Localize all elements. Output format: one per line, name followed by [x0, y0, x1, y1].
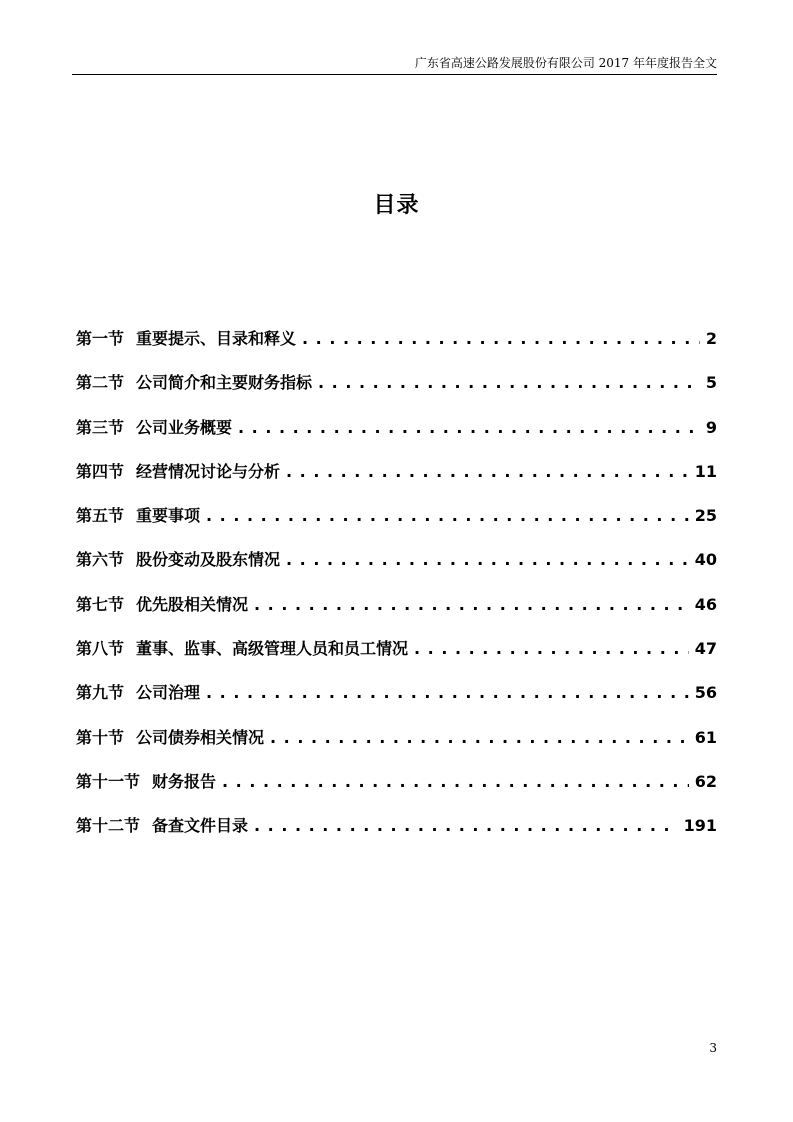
table-of-contents	[76, 326, 717, 858]
toc-section-number: 第二节	[76, 373, 125, 393]
toc-section-title: 备查文件目录	[152, 816, 249, 836]
toc-page-number: 40	[694, 550, 717, 570]
toc-entry[interactable]	[76, 592, 717, 636]
toc-section-title: 经营情况讨论与分析	[136, 461, 281, 481]
toc-section-number: 第十一节	[76, 771, 141, 791]
toc-page-number: 191	[683, 816, 717, 836]
toc-section-title: 董事、监事、高级管理人员和员工情况	[136, 639, 409, 659]
toc-section-title: 公司简介和主要财务指标	[136, 373, 313, 393]
toc-dot-leader	[302, 329, 700, 348]
toc-entry[interactable]	[76, 636, 717, 680]
toc-page-number: 5	[705, 373, 717, 393]
toc-dot-leader	[270, 728, 689, 747]
toc-page-number: 47	[694, 639, 717, 659]
toc-section-title: 重要提示、目录和释义	[136, 329, 297, 348]
toc-entry[interactable]	[76, 370, 717, 414]
toc-entry[interactable]	[76, 680, 717, 724]
page-title: 目录	[373, 193, 420, 218]
toc-entry[interactable]	[76, 769, 717, 813]
header-text: 广东省高速公路发展股份有限公司 2017 年年度报告全文	[414, 56, 717, 70]
toc-entry[interactable]	[76, 415, 717, 459]
toc-section-number: 第四节	[76, 461, 125, 481]
toc-section-title: 财务报告	[152, 771, 217, 791]
toc-dot-leader	[254, 595, 689, 614]
toc-entry[interactable]	[76, 725, 717, 769]
toc-entry[interactable]	[76, 547, 717, 591]
toc-page-number: 11	[694, 461, 717, 481]
toc-dot-leader	[414, 639, 689, 658]
toc-dot-leader	[238, 418, 700, 437]
toc-section-number: 第十节	[76, 727, 125, 747]
footer-page-number: 3	[709, 1041, 717, 1055]
toc-entry[interactable]	[76, 459, 717, 503]
toc-section-number: 第六节	[76, 550, 125, 570]
toc-dot-leader	[222, 772, 689, 791]
toc-section-number: 第十二节	[76, 816, 141, 836]
toc-dot-leader	[286, 462, 689, 481]
toc-entry[interactable]	[76, 326, 717, 370]
toc-page-number: 56	[694, 683, 717, 703]
toc-section-title: 公司治理	[136, 683, 201, 703]
toc-section-number: 第七节	[76, 594, 125, 614]
toc-section-title: 公司债券相关情况	[136, 727, 265, 747]
toc-section-title: 公司业务概要	[136, 417, 233, 437]
toc-dot-leader	[286, 550, 689, 569]
toc-section-title: 重要事项	[136, 506, 201, 526]
toc-dot-leader	[254, 816, 678, 835]
toc-page-number: 46	[694, 594, 717, 614]
toc-page-number: 25	[694, 506, 717, 526]
toc-dot-leader	[206, 506, 689, 525]
toc-section-title: 优先股相关情况	[136, 594, 249, 614]
toc-page-number: 61	[694, 727, 717, 747]
toc-page-number: 62	[694, 771, 717, 791]
toc-section-title: 股份变动及股东情况	[136, 550, 281, 570]
toc-page-number: 9	[705, 417, 717, 437]
toc-section-number: 第九节	[76, 683, 125, 703]
page-header	[72, 52, 717, 75]
toc-section-number: 第五节	[76, 506, 125, 526]
toc-entry[interactable]	[76, 813, 717, 857]
toc-section-number: 第八节	[76, 639, 125, 659]
toc-dot-leader	[318, 373, 700, 392]
toc-entry[interactable]	[76, 503, 717, 547]
toc-page-number: 2	[705, 329, 717, 348]
toc-section-number: 第一节	[76, 329, 125, 348]
toc-section-number: 第三节	[76, 417, 125, 437]
toc-dot-leader	[206, 683, 689, 702]
